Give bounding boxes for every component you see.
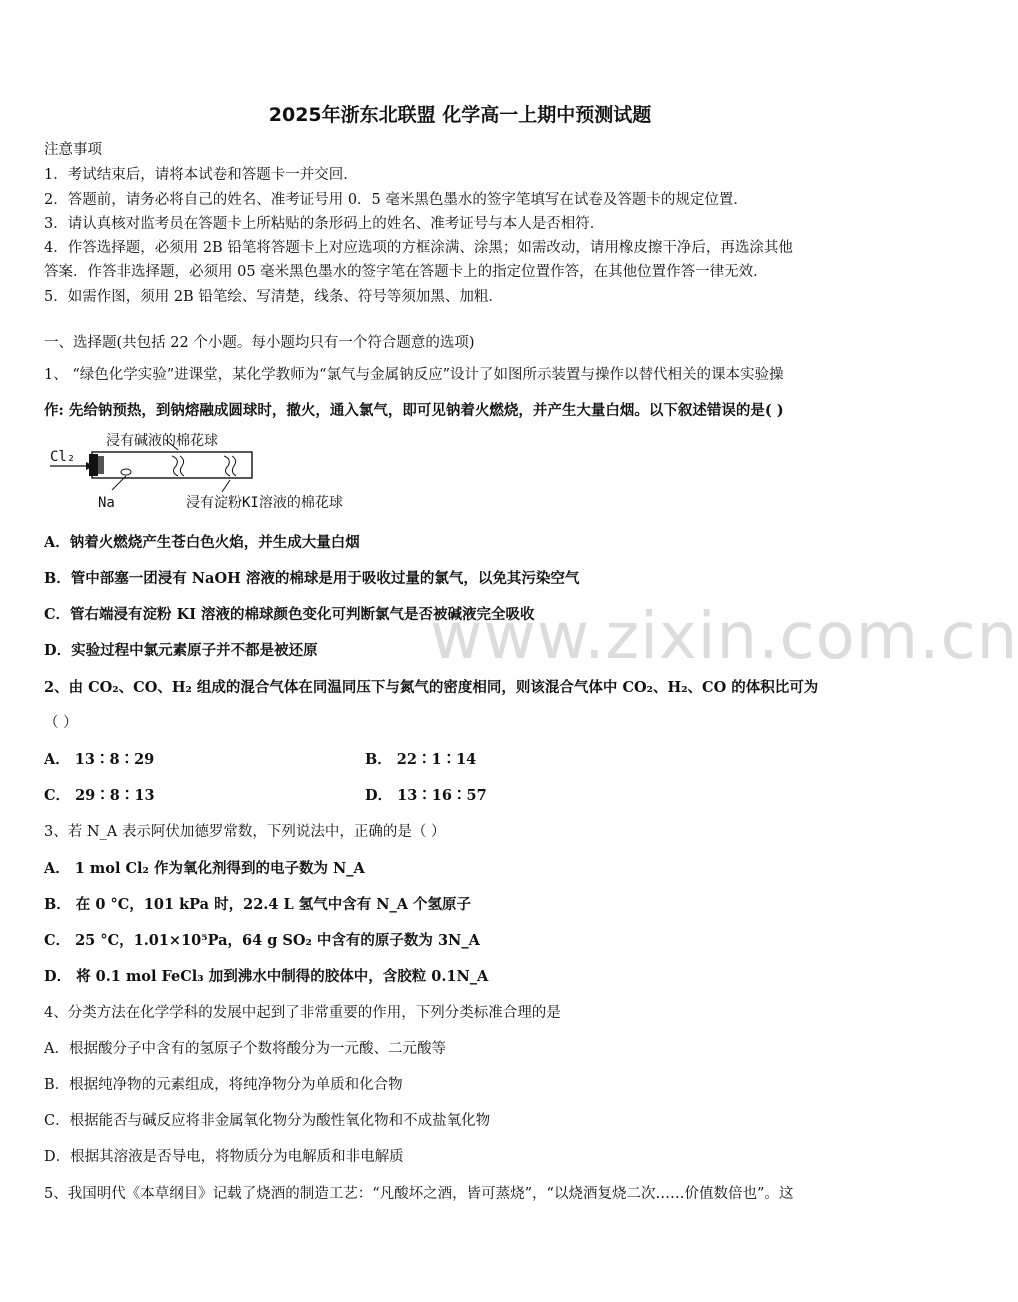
question-3-option: D． 将 0.1 mol FeCl₃ 加到沸水中制得的胶体中，含胶粒 0.1N_A: [44, 968, 489, 985]
question-2-line-2: （ ）: [44, 715, 78, 731]
question-1-option: D．实验过程中氯元素原子并不都是被还原: [44, 642, 318, 659]
question-4-option: D．根据其溶液是否导电，将物质分为电解质和非电解质: [44, 1149, 404, 1165]
exam-title: 2025年浙东北联盟 化学高一上期中预测试题: [268, 104, 652, 126]
question-3-option: C． 25 °C，1.01×10⁵Pa，64 g SO₂ 中含有的原子数为 3N_A: [44, 932, 480, 949]
question-3-option: B． 在 0 °C，101 kPa 时，22.4 L 氢气中含有 N_A 个氢原子: [44, 896, 472, 913]
watermark: www.zixin.com.cn: [430, 600, 1018, 674]
question-4-option: A．根据酸分子中含有的氢原子个数将酸分为一元酸、二元酸等: [44, 1041, 446, 1057]
notice-item: 4．作答选择题，必须用 2B 铅笔将答题卡上对应选项的方框涂满、涂黑；如需改动，请用橡皮擦干净后，再选涂其他: [44, 240, 793, 256]
notice-item: 5．如需作图，须用 2B 铅笔绘、写清楚，线条、符号等须加黑、加粗．: [44, 289, 503, 305]
question-1-option: B．管中部塞一团浸有 NaOH 溶液的棉球是用于吸收过量的氯气，以免其污染空气: [44, 570, 580, 587]
question-3-option: A． 1 mol Cl₂ 作为氧化剂得到的电子数为 N_A: [44, 860, 365, 877]
apparatus-diagram: [44, 428, 384, 520]
starch-ki-cotton-label: 浸有淀粉KI溶液的棉花球: [186, 495, 343, 511]
question-5-stem: 5、我国明代《本草纲目》记载了烧酒的制造工艺：“凡酸坏之酒，皆可蒸烧”，“以烧酒复烧二次……价值数倍也”。这: [44, 1186, 794, 1202]
question-2-line-1: 2、由 CO₂、CO、H₂ 组成的混合气体在同温同压下与氮气的密度相同，则该混合气体中 CO₂、H₂、CO 的体积比可为: [44, 679, 819, 696]
question-2-option-a: A． 13∶8∶29: [44, 751, 155, 768]
question-4-stem: 4、分类方法在化学学科的发展中起到了非常重要的作用，下列分类标准合理的是: [44, 1005, 561, 1021]
question-4-option: B．根据纯净物的元素组成，将纯净物分为单质和化合物: [44, 1077, 403, 1093]
notice-item: 1．考试结束后，请将本试卷和答题卡一并交回．: [44, 167, 358, 183]
question-3-stem: 3、若 N_A 表示阿伏加德罗常数，下列说法中，正确的是（ ）: [44, 824, 446, 840]
notice-item: 2．答题前，请务必将自己的姓名、准考证号用 0．5 毫米黑色墨水的签字笔填写在试卷及答题卡的规定位置．: [44, 192, 748, 208]
alkali-cotton-label: 浸有碱液的棉花球: [106, 433, 218, 449]
question-2-option-d: D． 13∶16∶57: [365, 787, 487, 804]
question-1-option: C．管右端浸有淀粉 KI 溶液的棉球颜色变化可判断氯气是否被碱液完全吸收: [44, 606, 535, 623]
question-1-line-1: 1、 “绿色化学实验”进课堂，某化学教师为“氯气与金属钠反应”设计了如图所示装置与操作以替代相关的课本实验操: [44, 367, 784, 383]
question-1-line-2: 作: 先给钠预热，到钠熔融成圆球时，撤火，通入氯气，即可见钠着火燃烧，并产生大量白烟。以下叙述错误的是( ): [44, 402, 784, 419]
question-1-option: A．钠着火燃烧产生苍白色火焰，并生成大量白烟: [44, 534, 360, 551]
question-2-option-c: C． 29∶8∶13: [44, 787, 155, 804]
notice-heading: 注意事项: [44, 142, 102, 158]
na-label: Na: [98, 495, 115, 511]
notice-item: 答案．作答非选择题，必须用 05 毫米黑色墨水的签字笔在答题卡上的指定位置作答，在其他位置作答一律无效．: [44, 264, 768, 280]
notice-item: 3．请认真核对监考员在答题卡上所粘贴的条形码上的姓名、准考证号与本人是否相符．: [44, 216, 605, 232]
cl2-label: Cl₂: [50, 449, 76, 465]
question-2-option-b: B． 22∶1∶14: [365, 751, 477, 768]
section-title: 一、选择题(共包括 22 个小题。每小题均只有一个符合题意的选项): [44, 335, 475, 351]
question-4-option: C．根据能否与碱反应将非金属氧化物分为酸性氧化物和不成盐氧化物: [44, 1113, 491, 1129]
